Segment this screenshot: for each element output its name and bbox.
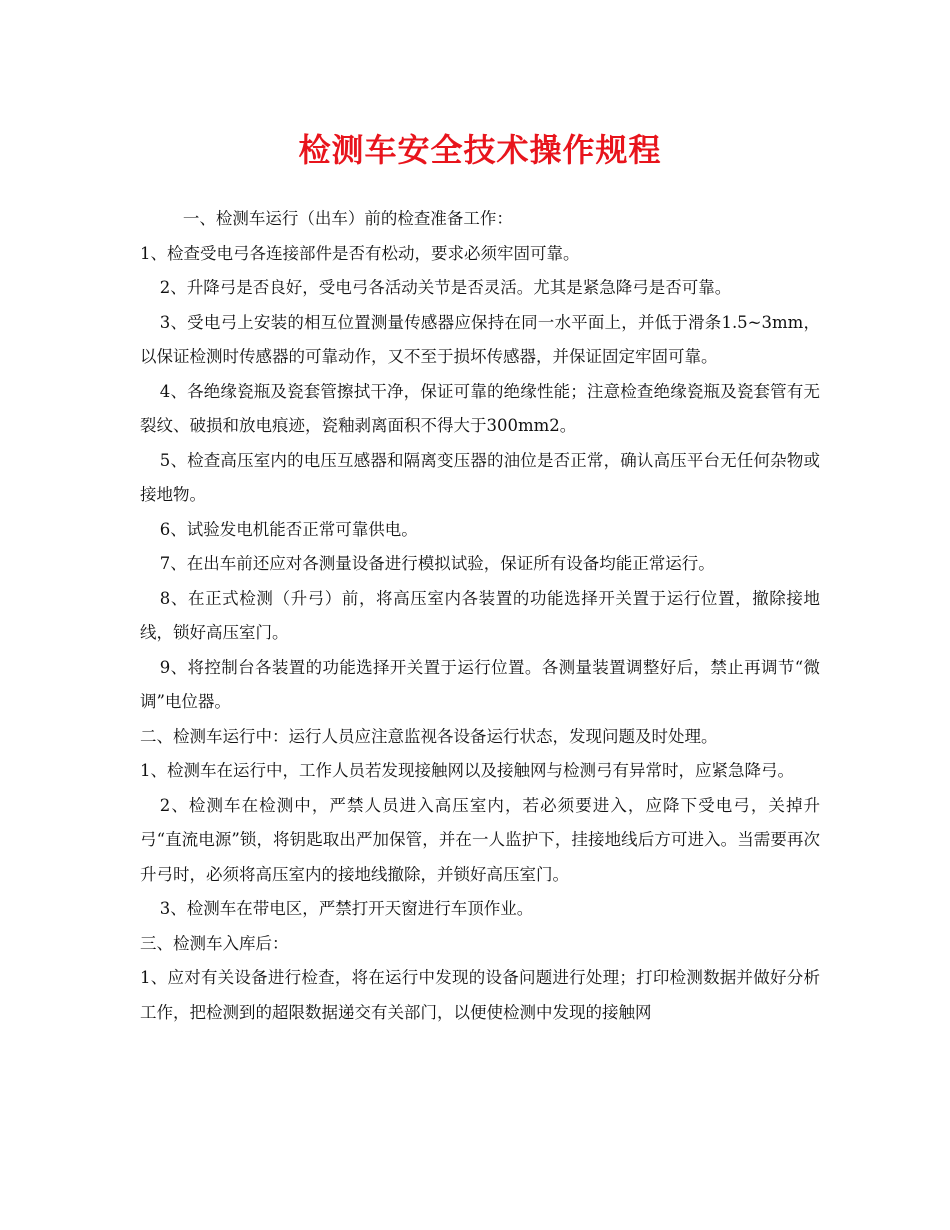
paragraph: 3、检测车在带电区，严禁打开天窗进行车顶作业。 [159,899,534,918]
paragraph: 5、检查高压室内的电压互感器和隔离变压器的油位是否正常，确认高压平台无任何杂物或接地物。 [140,450,820,504]
section-heading-1: 一、检测车运行（出车）前的检查准备工作： [182,209,513,228]
paragraph: 1、检测车在运行中，工作人员若发现接触网以及接触网与检测弓有异常时，应紧急降弓。 [140,761,794,780]
section-heading-3: 三、检测车入库后： [140,933,289,953]
paragraph: 8、在正式检测（升弓）前，将高压室内各装置的功能选择开关置于运行位置，撤除接地线，锁好高压室门。 [140,588,820,642]
paragraph: 6、试验发电机能否正常可靠供电。 [159,519,418,539]
paragraph: 1、应对有关设备进行检查，将在运行中发现的设备问题进行处理；打印检测数据并做好分析工作，把检测到的超限数据递交有关部门，以便使检测中发现的接触网 [140,968,820,1022]
paragraph: 4、各绝缘瓷瓶及瓷套管擦拭干净，保证可靠的绝缘性能；注意检查绝缘瓷瓶及瓷套管有无裂纹、破损和放电痕迹，瓷釉剥离面积不得大于300mm2。 [140,381,820,435]
paragraph: 2、检测车在检测中，严禁人员进入高压室内，若必须要进入，应降下受电弓，关掉升弓“直流电源”锁，将钥匙取出严加保管，并在一人监护下，挂接地线后方可进入。当需要再次升弓时，必须将高压室内的接地线撤除，并锁好高压室门。 [140,795,820,884]
paragraph: 1、检查受电弓各连接部件是否有松动，要求必须牢固可靠。 [140,243,580,263]
paragraph: 9、将控制台各装置的功能选择开关置于运行位置。各测量装置调整好后，禁止再调节“微调”电位器。 [140,657,820,711]
document-title: 检测车安全技术操作规程 [298,131,662,169]
paragraph: 3、受电弓上安装的相互位置测量传感器应保持在同一水平面上，并低于滑条1.5~3mm，以保证检测时传感器的可靠动作，又不至于损坏传感器，并保证固定牢固可靠。 [140,312,820,366]
paragraph: 7、在出车前还应对各测量设备进行模拟试验，保证所有设备均能正常运行。 [159,554,715,573]
paragraph: 2、升降弓是否良好，受电弓各活动关节是否灵活。尤其是紧急降弓是否可靠。 [159,278,732,297]
section-heading-2: 二、检测车运行中：运行人员应注意监视各设备运行状态，发现问题及时处理。 [140,726,718,746]
